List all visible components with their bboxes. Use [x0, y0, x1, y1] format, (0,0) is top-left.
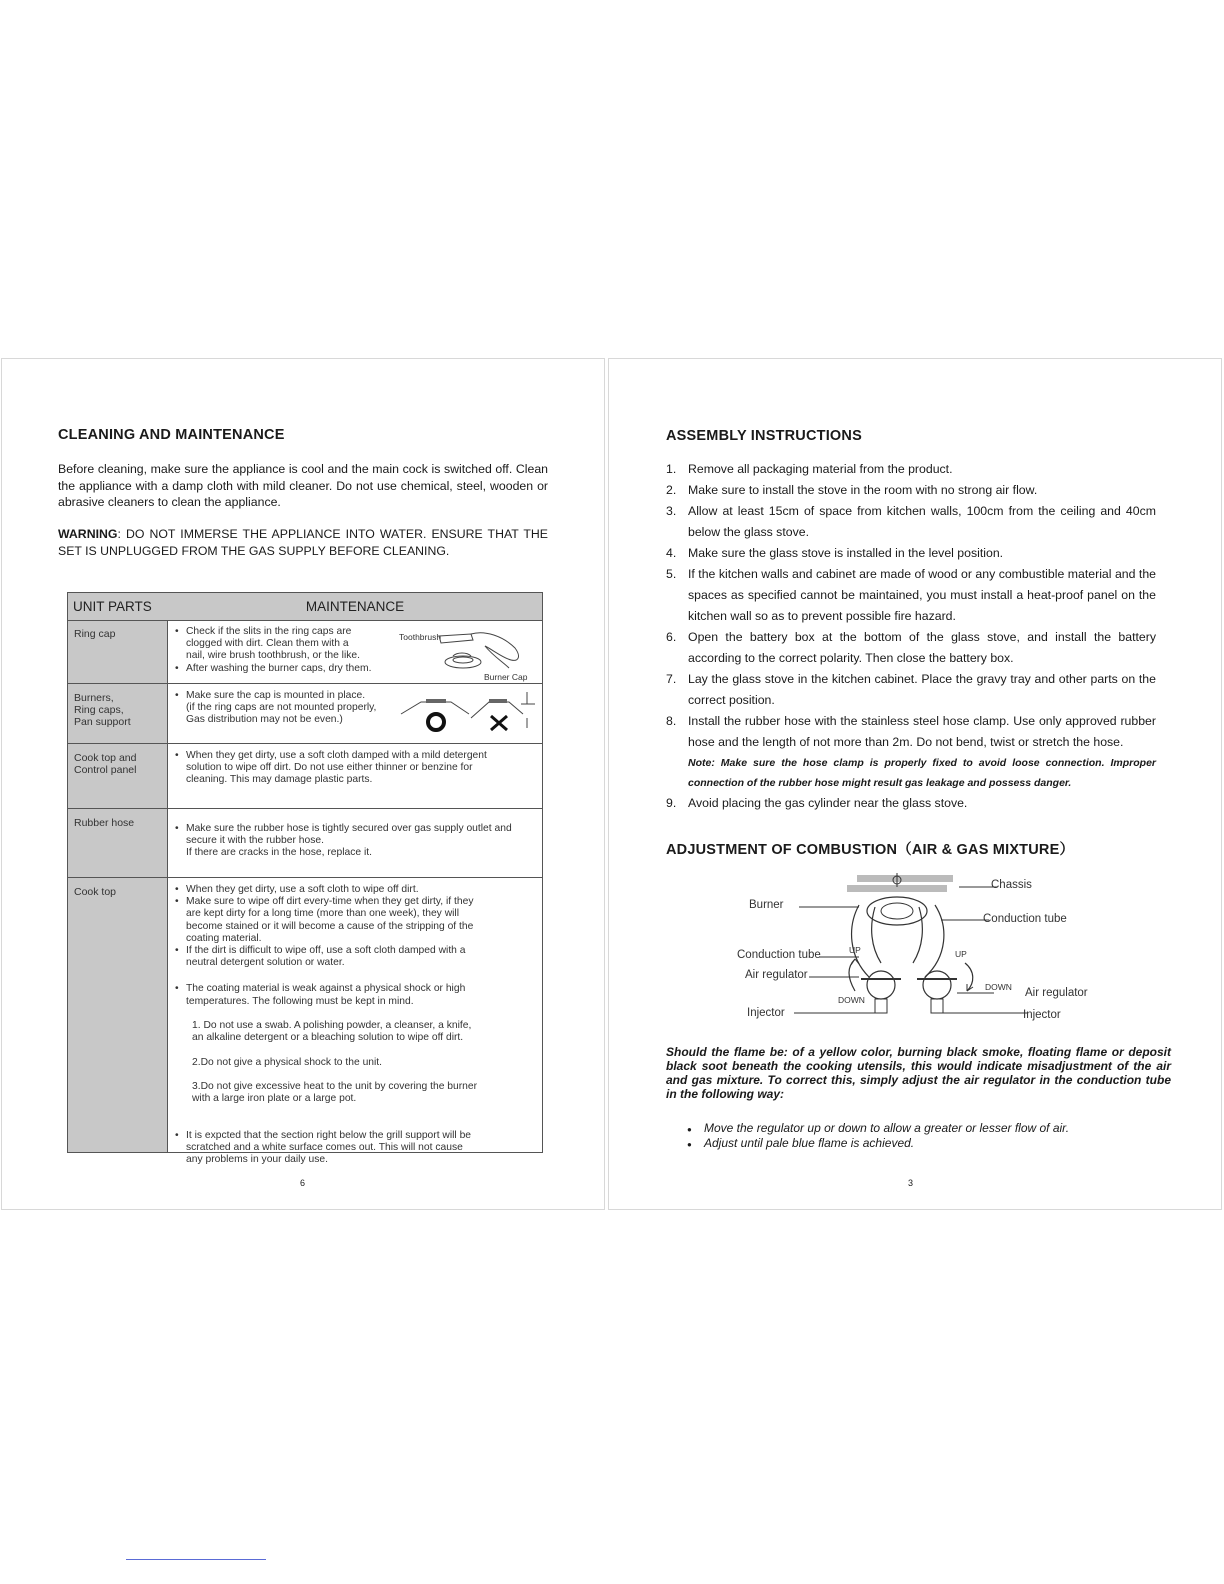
burner-diagram — [709, 867, 1109, 1035]
row-part: Cook top and Control panel — [74, 752, 137, 776]
table-row — [68, 620, 542, 684]
up-label-right: UP — [955, 949, 967, 959]
list-item: 8. Install the rubber hose with the stainless steel hose clamp. Use only approved rubber hose and the length of not more than 2m. Do not bend, twist or stretch the hose. Note: Make sure the hose clamp is properly fixed to avoid loose connection. Improper connection of the rubber hose might result gas leakage and possess danger. — [666, 711, 1156, 793]
toothbrush-label: Toothbrush — [399, 632, 442, 642]
list-item: • After washing the burner caps, dry them. — [174, 663, 371, 675]
chassis-label: Chassis — [991, 879, 1032, 891]
footer-link-underline — [126, 1559, 266, 1560]
coating-note: The coating material is weak against a physical shock or high temperatures. The following must be kept in mind. — [186, 983, 466, 1007]
cleaning-intro: Before cleaning, make sure the appliance is cool and the main cock is switched off. Clean the appliance with a damp cloth with mild cleaner. Do not use chemical, steel, wooden or abrasive cleaners to clean the appliance. — [58, 462, 548, 509]
row-items — [174, 690, 376, 727]
cap-mounting-illustration — [391, 688, 541, 740]
coating-sub-list — [186, 1008, 477, 1118]
page-number: 6 — [300, 1178, 306, 1188]
table-row — [68, 744, 542, 809]
list-item: 2. Make sure to install the stove in the room with no strong air flow. — [666, 483, 1038, 497]
row-part: Rubber hose — [74, 817, 135, 829]
toothbrush-illustration — [423, 626, 538, 678]
table-row — [68, 809, 542, 878]
down-label-right: DOWN — [985, 982, 1012, 992]
combustion-advice: Should the flame be: of a yellow color, burning black smoke, floating flame or deposit black soot beneath the cooking utensils, this would indicate misadjustment of the air and gas mixture. To correct this, simply adjust the air regulator in the conduction tube in the following way: — [666, 1045, 1171, 1101]
row-items — [174, 884, 477, 1166]
row-items — [174, 823, 512, 860]
sub-item: 1. Do not use a swab. A polishing powder, a cleanser, a knife, an alkaline detergent or a bleaching solution to wipe off dirt. — [192, 1020, 472, 1044]
injector-label-right: Injector — [1023, 1009, 1061, 1021]
row-part: Burners, Ring caps, Pan support — [74, 692, 131, 728]
left-page — [1, 358, 605, 1210]
table-row — [68, 684, 542, 744]
up-label-left: UP — [849, 945, 861, 955]
cleaning-warning — [58, 526, 548, 559]
list-item: • If the dirt is difficult to wipe off, use a soft cloth damped with a neutral detergent solution or water. — [174, 945, 477, 969]
row-part: Ring cap — [74, 628, 116, 640]
header-unit-parts: UNIT PARTS — [73, 599, 152, 614]
air-regulator-label-left: Air regulator — [745, 969, 808, 981]
list-item: • Make sure the rubber hose is tightly secured over gas supply outlet and secure it with the rubber hose. If there are cracks in the hose, replace it. — [174, 823, 512, 860]
list-item: 1. Remove all packaging material from the product. — [666, 462, 953, 476]
table-row — [68, 878, 542, 1166]
list-item — [174, 983, 477, 1129]
sub-item: 2.Do not give a physical shock to the unit. — [192, 1056, 383, 1068]
list-item: • When they get dirty, use a soft cloth to wipe off dirt. — [174, 884, 477, 896]
list-item: • When they get dirty, use a soft cloth damped with a mild detergent solution to wipe off dirt. Do not use either thinner or benzine for cleaning. This may damage plastic parts. — [174, 750, 487, 787]
list-item: 4. Make sure the glass stove is installed in the level position. — [666, 546, 1004, 560]
hose-note: Note: Make sure the hose clamp is properly fixed to avoid loose connection. Improper connection of the rubber hose might result gas leakage and possess danger. — [688, 757, 1156, 789]
list-item: 3. Allow at least 15cm of space from kitchen walls, 100cm from the ceiling and 40cm below the glass stove. — [666, 504, 1156, 539]
air-regulator-label-right: Air regulator — [1025, 987, 1088, 999]
list-item: 5. If the kitchen walls and cabinet are made of wood or any combustible material and the spaces as specified cannot be maintained, you must install a heat-proof panel on the kitchen wall so as to prevent possible fire hazard. — [666, 567, 1156, 623]
header-maintenance: MAINTENANCE — [305, 599, 405, 614]
table-header — [68, 593, 542, 621]
list-item: 9. Avoid placing the gas cylinder near the glass stove. — [666, 796, 968, 810]
assembly-steps — [666, 459, 1156, 814]
burner-cap-label: Burner Cap — [484, 672, 528, 682]
page-number: 3 — [908, 1178, 914, 1188]
sub-item: 3.Do not give excessive heat to the unit by covering the burner with a large iron plate or a large pot. — [192, 1081, 478, 1105]
down-label-left: DOWN — [838, 995, 865, 1005]
maintenance-table — [67, 592, 543, 1166]
warning-text: : DO NOT IMMERSE THE APPLIANCE INTO WATER. ENSURE THAT THE SET IS UNPLUGGED FROM THE GAS SUPPLY BEFORE CLEANING. — [58, 527, 548, 558]
row-items — [174, 750, 487, 787]
right-page — [608, 358, 1222, 1210]
adjustment-title: ADJUSTMENT OF COMBUSTION（AIR & GAS MIXTURE） — [666, 842, 1075, 858]
list-item: ● Adjust until pale blue flame is achieved. — [687, 1136, 1069, 1151]
list-item: 6. Open the battery box at the bottom of the glass stove, and install the battery according to the correct polarity. Then close the battery box. — [666, 630, 1156, 665]
list-item: • Make sure to wipe off dirt every-time when they get dirty, if they are kept dirty for a long time (more than one week), they will become stained or it will become a cause of the stripping of the coating material. — [174, 896, 477, 945]
conduction-tube-label-left: Conduction tube — [737, 949, 821, 961]
conduction-tube-label-right: Conduction tube — [983, 913, 1067, 925]
list-item: • It is expcted that the section right below the grill support will be scratched and a white surface comes out. This will not cause any problems in your daily use. — [174, 1130, 477, 1167]
adjustment-bullets — [687, 1121, 1069, 1151]
list-item: • Make sure the cap is mounted in place. (if the ring caps are not mounted properly, Gas distribution may not be even.) — [174, 690, 376, 727]
list-item: 7. Lay the glass stove in the kitchen cabinet. Place the gravy tray and other parts on the correct position. — [666, 672, 1156, 707]
injector-label-left: Injector — [747, 1007, 785, 1019]
list-item: • Check if the slits in the ring caps are clogged with dirt. Clean them with a nail, wire brush toothbrush, or the like. — [174, 626, 371, 663]
list-item: ● Move the regulator up or down to allow a greater or lesser flow of air. — [687, 1121, 1069, 1136]
row-items — [174, 626, 371, 675]
cleaning-title: CLEANING AND MAINTENANCE — [58, 427, 285, 443]
assembly-title: ASSEMBLY INSTRUCTIONS — [666, 428, 862, 444]
burner-label: Burner — [749, 899, 784, 911]
warning-label: WARNING — [58, 527, 118, 541]
row-part: Cook top — [74, 886, 117, 898]
